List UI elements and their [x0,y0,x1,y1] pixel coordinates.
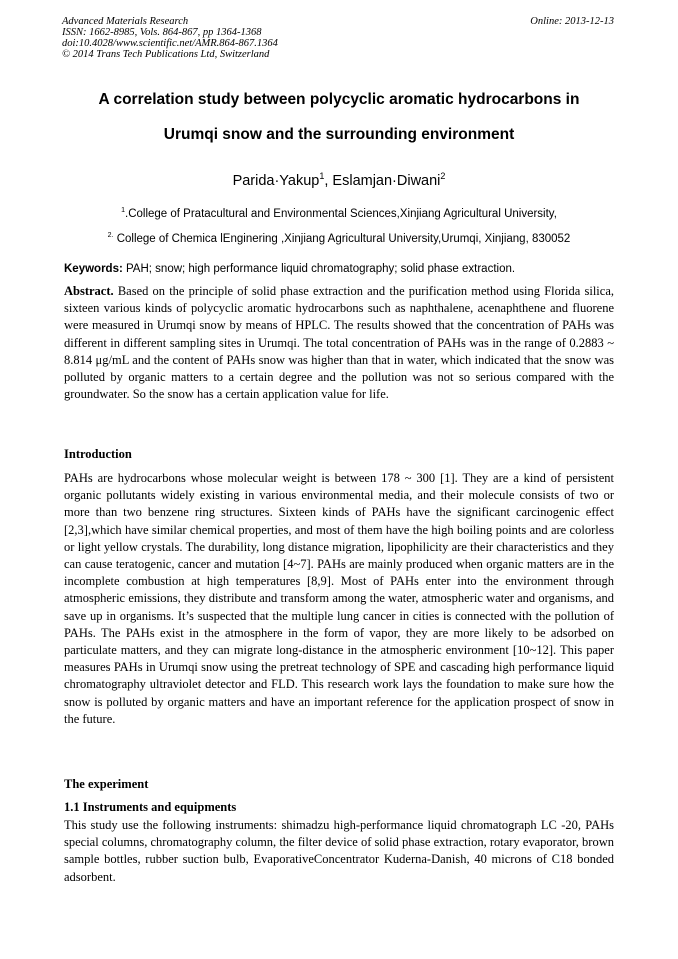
author-affiliation-mark: 2 [440,171,446,181]
abstract [64,283,614,403]
paper-title-line-2: Urumqi snow and the surrounding environment [163,126,515,143]
instruments-text: This study use the following instruments: shimadzu high-performance liquid chromatograph LC -20, PAHs special columns, chromatography column, the filter device of solid phase extraction, rotary evaporator, brown sample bottles, rubber suction bulb, EvaporativeConcentrator Kuderna-Danish, 40 microns of C18 bonded adsorbent. [64,818,614,884]
journal-header [62,16,278,60]
issn-line: ISSN: 1662-8985, Vols. 864-867, pp 1364-1368 [62,27,262,38]
author-name: Parida·Yakup [232,172,320,189]
affiliation-2 [40,229,638,246]
keywords-label: Keywords: [64,263,123,275]
affiliation-mark: 1 [121,207,125,214]
author-list [40,167,638,190]
introduction-text: PAHs are hydrocarbons whose molecular weight is between 178 ~ 300 [1]. They are a kind of persistent organic pollutants widely existing in various environmental media, and their molecule consists of two or more than two benzene ring structures. Sixteen kinds of PAHs have the significant carcinogenic effect [2,3],which have similar chemical properties, and most of them have the high boiling points and are colorless or light yellow crystals. The durability, long distance migration, lipophilicity are their characteristics and they can cause teratogenic, cancer and mutation [4~7]. PAHs are mainly produced when organic matters are in the incomplete combustion at high temperatures [8,9]. Most of PAHs enter into the environment through atmospheric emissions, they distribute and transform among the water, atmospheric water and organisms, and save up in organisms. It’s suspected that the multiple lung cancer in cities is connected with the pollution of PAHs. The PAHs exist in the atmosphere in the form of vapor, they are more likely to be adsorbed on particulate matters, and they can migrate long-distance in the atmospheric environment [10~12]. This paper measures PAHs in Urumqi snow using the pretreat technology of SPE and cascading high performance liquid chromatography ultraviolet detector and FLD. This research work lays the foundation to make sure how the snow is polluted by organic matters and have an important reference for the application prospect of snow in the future. [64,471,614,726]
affiliation-text: College of Chemica lEnginering ,Xinjiang Agricultural University,Urumqi, Xinjiang, 830052 [113,232,571,245]
experiment-heading: The experiment [64,777,149,791]
journal-name: Advanced Materials Research [62,16,189,27]
author-name: Eslamjan·Diwani [332,172,441,189]
introduction-heading: Introduction [64,447,132,461]
affiliation-1 [40,204,638,221]
affiliation-mark: 2. [107,232,114,239]
author-affiliation-mark: 1 [319,171,325,181]
abstract-label: Abstract. [64,284,114,298]
paper-title-line-1: A correlation study between polycyclic aromatic hydrocarbons in [98,91,580,108]
instruments-subheading: 1.1 Instruments and equipments [64,800,237,814]
doi-line: doi:10.4028/www.scientific.net/AMR.864-867.1364 [62,38,278,49]
affiliation-text: .College of Pratacultural and Environmental Sciences,Xinjiang Agricultural University, [125,207,557,220]
keywords [64,262,624,276]
abstract-text: Based on the principle of solid phase extraction and the purification method using Florida silica, sixteen various kinds of polycyclic aromatic hydrocarbons such as naphthalene, acenaphthene and fluorene were measured in Urumqi snow by means of HPLC. The results showed that the concentration of PAHs was different in different sampling sites in Urumqi. The total concentration of PAHs was in the range of 0.2883 ~ 8.814 μg/mL and the content of PAHs snow was higher than that in water, which indicated that the snow was polluted by organic matters to a certain degree and the pollution was not so serious compared with the groundwater. So the snow has a certain application value for life. [64,284,614,402]
copyright-line: © 2014 Trans Tech Publications Ltd, Switzerland [62,49,270,60]
online-date: Online: 2013-12-13 [530,16,614,27]
author-separator: , [324,172,333,189]
keywords-text: PAH; snow; high performance liquid chromatography; solid phase extraction. [122,263,516,275]
